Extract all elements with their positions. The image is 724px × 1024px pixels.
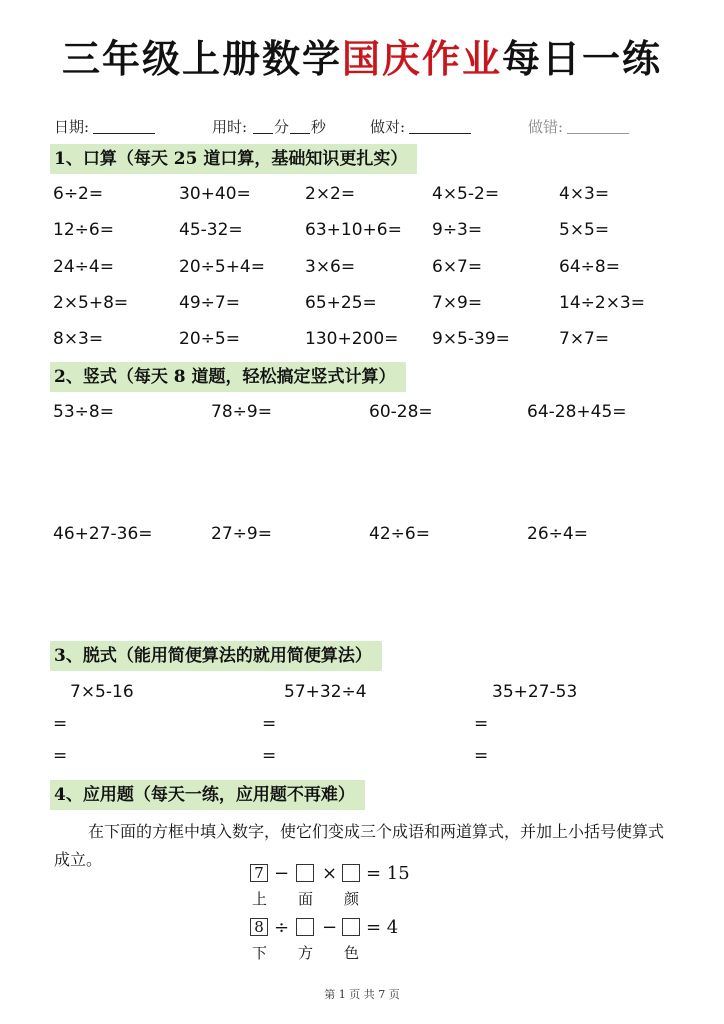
time-label: 用时:: [212, 118, 248, 136]
oral-item: 8×3=: [53, 329, 104, 349]
oral-item: 4×3=: [559, 184, 610, 204]
answer-box[interactable]: 8: [250, 918, 268, 936]
minus-sign: −: [274, 863, 290, 884]
stepwise-equals: =: [262, 714, 277, 734]
oral-item: 5×5=: [559, 220, 610, 240]
page-footer: 第 1 页 共 7 页: [324, 988, 400, 1001]
date-blank[interactable]: [93, 119, 155, 134]
date-field[interactable]: [54, 116, 155, 137]
vertical-item: 64-28+45=: [527, 402, 627, 422]
section-stepwise-heading: 3、脱式（能用简便算法的就用简便算法）: [50, 641, 382, 671]
section-word-problem-heading: 4、应用题（每天一练，应用题不再难）: [50, 780, 365, 810]
idiom-char: 下: [252, 944, 268, 962]
minute-blank[interactable]: [253, 119, 273, 134]
oral-item: 2×2=: [305, 184, 356, 204]
divide-sign: ÷: [274, 917, 290, 938]
stepwise-equals: =: [474, 714, 489, 734]
date-label: 日期:: [54, 118, 90, 136]
wrong-field[interactable]: [528, 116, 629, 137]
correct-label: 做对:: [370, 118, 406, 136]
word-problem-text: 在下面的方框中填入数字，使它们变成三个成语和两道算式，并加上小括号使算式成立。: [54, 822, 665, 869]
vertical-item: 53÷8=: [53, 402, 114, 422]
idiom-char: 面: [298, 890, 314, 908]
idiom-char: 色: [344, 944, 360, 962]
oral-item: 9÷3=: [432, 220, 483, 240]
oral-item: 49÷7=: [179, 293, 240, 313]
second-blank[interactable]: [290, 119, 310, 134]
vertical-item: 46+27-36=: [53, 524, 153, 544]
wrong-blank[interactable]: [567, 119, 629, 134]
oral-item: 12÷6=: [53, 220, 114, 240]
oral-item: 4×5-2=: [432, 184, 500, 204]
page-title: [0, 28, 724, 83]
correct-field[interactable]: [370, 116, 471, 137]
idiom-char: 上: [252, 890, 268, 908]
oral-item: 30+40=: [179, 184, 251, 204]
vertical-item: 26÷4=: [527, 524, 588, 544]
oral-item: 3×6=: [305, 257, 356, 277]
answer-box[interactable]: [342, 918, 360, 936]
minus-sign: −: [322, 917, 338, 938]
correct-blank[interactable]: [409, 119, 471, 134]
second-label: 秒: [310, 118, 326, 136]
oral-item: 24÷4=: [53, 257, 114, 277]
wrong-label: 做错:: [528, 118, 564, 136]
idiom-char: 方: [298, 944, 314, 962]
oral-item: 9×5-39=: [432, 329, 510, 349]
stepwise-expr: 7×5-16: [70, 682, 134, 702]
vertical-item: 42÷6=: [369, 524, 430, 544]
oral-item: 6÷2=: [53, 184, 104, 204]
title-part-2: 国庆作业: [341, 36, 502, 81]
stepwise-expr: 57+32÷4: [284, 682, 367, 702]
answer-box[interactable]: 7: [250, 864, 268, 882]
answer-box[interactable]: [296, 864, 314, 882]
oral-item: 7×9=: [432, 293, 483, 313]
title-part-1: 三年级上册数学: [61, 36, 342, 81]
stepwise-equals: =: [474, 746, 489, 766]
oral-item: 20÷5+4=: [179, 257, 265, 277]
stepwise-expr: 35+27-53: [492, 682, 578, 702]
oral-item: 65+25=: [305, 293, 377, 313]
answer-box[interactable]: [342, 864, 360, 882]
idiom-char: 颜: [344, 890, 360, 908]
time-field[interactable]: [212, 116, 326, 137]
stepwise-equals: =: [53, 714, 68, 734]
oral-item: 2×5+8=: [53, 293, 129, 313]
result-4: = 4: [366, 917, 399, 938]
oral-item: 130+200=: [305, 329, 399, 349]
stepwise-equals: =: [262, 746, 277, 766]
vertical-item: 27÷9=: [211, 524, 272, 544]
times-sign: ×: [322, 863, 338, 884]
section-oral-heading: 1、口算（每天 25 道口算，基础知识更扎实）: [50, 144, 417, 174]
title-part-3: 每日一练: [502, 36, 663, 81]
section-vertical-heading: 2、竖式（每天 8 道题，轻松搞定竖式计算）: [50, 362, 406, 392]
oral-item: 14÷2×3=: [559, 293, 645, 313]
stepwise-equals: =: [53, 746, 68, 766]
answer-box[interactable]: [296, 918, 314, 936]
oral-item: 63+10+6=: [305, 220, 402, 240]
oral-item: 64÷8=: [559, 257, 620, 277]
oral-item: 45-32=: [179, 220, 243, 240]
meta-row: [54, 116, 674, 136]
oral-item: 6×7=: [432, 257, 483, 277]
minute-label: 分: [273, 118, 289, 136]
vertical-item: 60-28=: [369, 402, 433, 422]
vertical-item: 78÷9=: [211, 402, 272, 422]
oral-item: 20÷5=: [179, 329, 240, 349]
result-15: = 15: [366, 863, 410, 884]
oral-item: 7×7=: [559, 329, 610, 349]
